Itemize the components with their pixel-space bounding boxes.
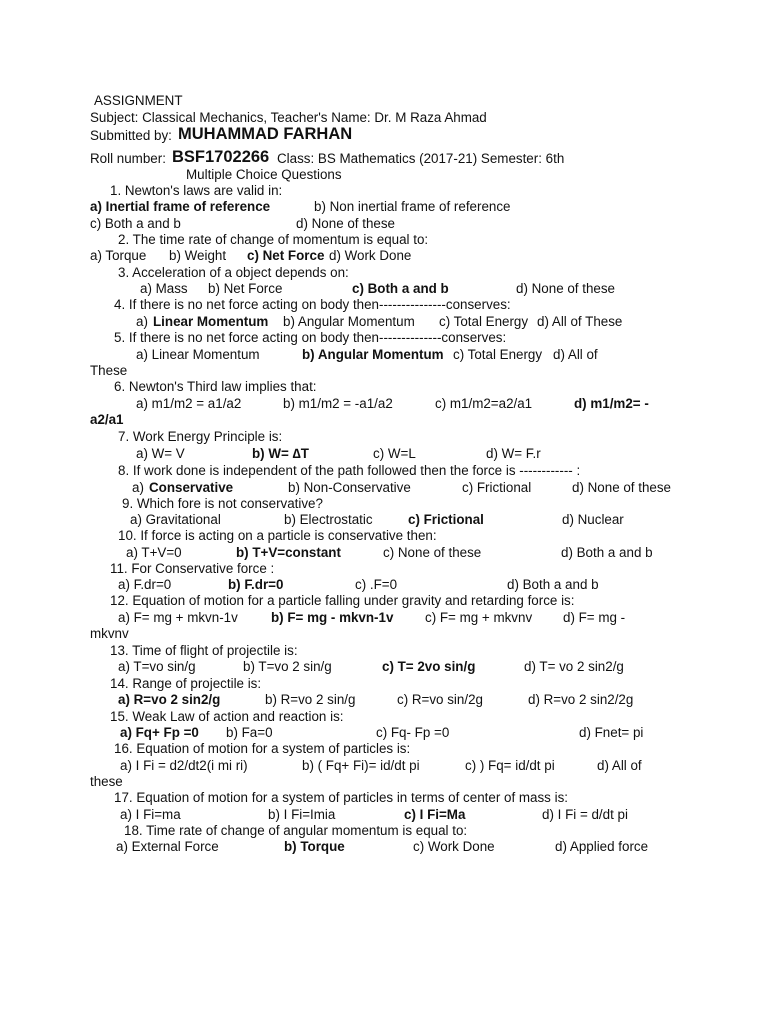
option-7b: b) W= ∆T xyxy=(252,446,309,461)
option-3b: b) Net Force xyxy=(208,281,283,296)
option-5c: c) Total Energy xyxy=(453,347,543,362)
option-6c: c) m1/m2=a2/a1 xyxy=(435,396,533,411)
option-11d: d) Both a and b xyxy=(507,577,599,592)
option-2a: a) Torque xyxy=(90,248,147,263)
option-12b: b) F= mg - mkvn-1v xyxy=(271,610,394,625)
option-12c: c) F= mg + mkvnv xyxy=(425,610,533,625)
option-10a: a) T+V=0 xyxy=(126,545,182,560)
option-1d: d) None of these xyxy=(296,216,396,231)
option-6d: d) m1/m2= - xyxy=(574,396,649,411)
option-11b: b) F.dr=0 xyxy=(228,577,284,592)
assignment-heading: ASSIGNMENT xyxy=(94,93,183,108)
option-9d: d) Nuclear xyxy=(562,512,624,527)
option-17a: a) I Fi=ma xyxy=(120,807,181,822)
question-3: 3. Acceleration of a object depends on: xyxy=(118,265,349,280)
option-5d-continued: These xyxy=(90,363,128,378)
option-16c: c) ) Fq= id/dt pi xyxy=(465,758,555,773)
option-4c: c) Total Energy xyxy=(439,314,529,329)
option-16d: d) All of xyxy=(597,758,642,773)
option-17b: b) I Fi=Imia xyxy=(268,807,336,822)
option-1a: a) Inertial frame of reference xyxy=(90,199,271,214)
option-8a-prefix: a) xyxy=(132,480,144,495)
option-18c: c) Work Done xyxy=(413,839,495,854)
option-5a: a) Linear Momentum xyxy=(136,347,260,362)
option-14c: c) R=vo sin/2g xyxy=(397,692,483,707)
option-2d: d) Work Done xyxy=(329,248,412,263)
option-6d-continued: a2/a1 xyxy=(90,412,124,427)
option-12a: a) F= mg + mkvn-1v xyxy=(118,610,238,625)
option-10b: b) T+V=constant xyxy=(236,545,341,560)
option-12d: d) F= mg - xyxy=(563,610,626,625)
option-11a: a) F.dr=0 xyxy=(118,577,172,592)
question-12: 12. Equation of motion for a particle falling under gravity and retarding force is: xyxy=(110,593,575,608)
roll-label: Roll number: xyxy=(90,151,166,166)
option-6a: a) m1/m2 = a1/a2 xyxy=(136,396,242,411)
option-9a: a) Gravitational xyxy=(130,512,221,527)
option-15c: c) Fq- Fp =0 xyxy=(376,725,450,740)
option-8a: Conservative xyxy=(149,480,234,495)
option-15d: d) Fnet= pi xyxy=(579,725,644,740)
option-14d: d) R=vo 2 sin2/2g xyxy=(528,692,634,707)
option-18b: b) Torque xyxy=(284,839,345,854)
option-7a: a) W= V xyxy=(136,446,185,461)
question-17: 17. Equation of motion for a system of particles in terms of center of mass is: xyxy=(114,790,568,805)
question-15: 15. Weak Law of action and reaction is: xyxy=(110,709,344,724)
option-2b: b) Weight xyxy=(169,248,227,263)
question-13: 13. Time of flight of projectile is: xyxy=(110,643,298,658)
question-18: 18. Time rate of change of angular momentum is equal to: xyxy=(124,823,468,838)
option-13a: a) T=vo sin/g xyxy=(118,659,196,674)
option-3a: a) Mass xyxy=(140,281,188,296)
option-18a: a) External Force xyxy=(116,839,219,854)
option-1b: b) Non inertial frame of reference xyxy=(314,199,511,214)
roll-number: BSF1702266 xyxy=(172,148,270,166)
option-15a: a) Fq+ Fp =0 xyxy=(120,725,199,740)
option-3d: d) None of these xyxy=(516,281,616,296)
option-17d: d) I Fi = d/dt pi xyxy=(542,807,628,822)
option-12d-continued: mkvnv xyxy=(90,626,129,641)
option-5d: d) All of xyxy=(553,347,598,362)
option-11c: c) .F=0 xyxy=(355,577,398,592)
question-16: 16. Equation of motion for a system of particles is: xyxy=(114,741,411,756)
question-4: 4. If there is no net force acting on body then---------------conserves: xyxy=(114,297,511,312)
question-8: 8. If work done is independent of the path followed then the force is ------------ : xyxy=(118,463,581,478)
option-16d-continued: these xyxy=(90,774,123,789)
submitted-label: Submitted by: xyxy=(90,128,172,143)
option-10c: c) None of these xyxy=(383,545,482,560)
option-4a: Linear Momentum xyxy=(153,314,269,329)
option-9c: c) Frictional xyxy=(408,512,484,527)
question-5: 5. If there is no net force acting on body then--------------conserves: xyxy=(114,330,507,345)
question-1: 1. Newton's laws are valid in: xyxy=(110,183,283,198)
question-9: 9. Which fore is not conservative? xyxy=(122,496,323,511)
option-1c: c) Both a and b xyxy=(90,216,181,231)
option-2c: c) Net Force xyxy=(247,248,325,263)
option-15b: b) Fa=0 xyxy=(226,725,273,740)
option-10d: d) Both a and b xyxy=(561,545,653,560)
option-17c: c) I Fi=Ma xyxy=(404,807,466,822)
option-16a: a) I Fi = d2/dt2(i mi ri) xyxy=(120,758,248,773)
option-8b: b) Non-Conservative xyxy=(288,480,411,495)
option-4b: b) Angular Momentum xyxy=(283,314,415,329)
option-16b: b) ( Fq+ Fi)= id/dt pi xyxy=(302,758,420,773)
option-4d: d) All of These xyxy=(537,314,623,329)
question-2: 2. The time rate of change of momentum is equal to: xyxy=(118,232,429,247)
question-6: 6. Newton's Third law implies that: xyxy=(114,379,317,394)
option-18d: d) Applied force xyxy=(555,839,649,854)
option-13b: b) T=vo 2 sin/g xyxy=(243,659,332,674)
question-14: 14. Range of projectile is: xyxy=(110,676,262,691)
option-13d: d) T= vo 2 sin2/g xyxy=(524,659,624,674)
question-7: 7. Work Energy Principle is: xyxy=(118,429,283,444)
student-name: MUHAMMAD FARHAN xyxy=(178,125,353,143)
option-14a: a) R=vo 2 sin2/g xyxy=(118,692,221,707)
option-14b: b) R=vo 2 sin/g xyxy=(265,692,356,707)
option-6b: b) m1/m2 = -a1/a2 xyxy=(283,396,393,411)
question-11: 11. For Conservative force : xyxy=(110,561,275,576)
option-7c: c) W=L xyxy=(373,446,416,461)
option-7d: d) W= F.r xyxy=(486,446,541,461)
option-9b: b) Electrostatic xyxy=(284,512,373,527)
option-8c: c) Frictional xyxy=(462,480,532,495)
question-10: 10. If force is acting on a particle is conservative then: xyxy=(118,528,437,543)
option-13c: c) T= 2vo sin/g xyxy=(382,659,476,674)
section-title: Multiple Choice Questions xyxy=(186,167,342,182)
class-info: Class: BS Mathematics (2017-21) Semester: 6th xyxy=(277,151,565,166)
option-3c: c) Both a and b xyxy=(352,281,449,296)
subject-line: Subject: Classical Mechanics, Teacher's Name: Dr. M Raza Ahmad xyxy=(90,110,487,125)
option-4a-prefix: a) xyxy=(136,314,148,329)
option-8d: d) None of these xyxy=(572,480,672,495)
option-5b: b) Angular Momentum xyxy=(302,347,444,362)
